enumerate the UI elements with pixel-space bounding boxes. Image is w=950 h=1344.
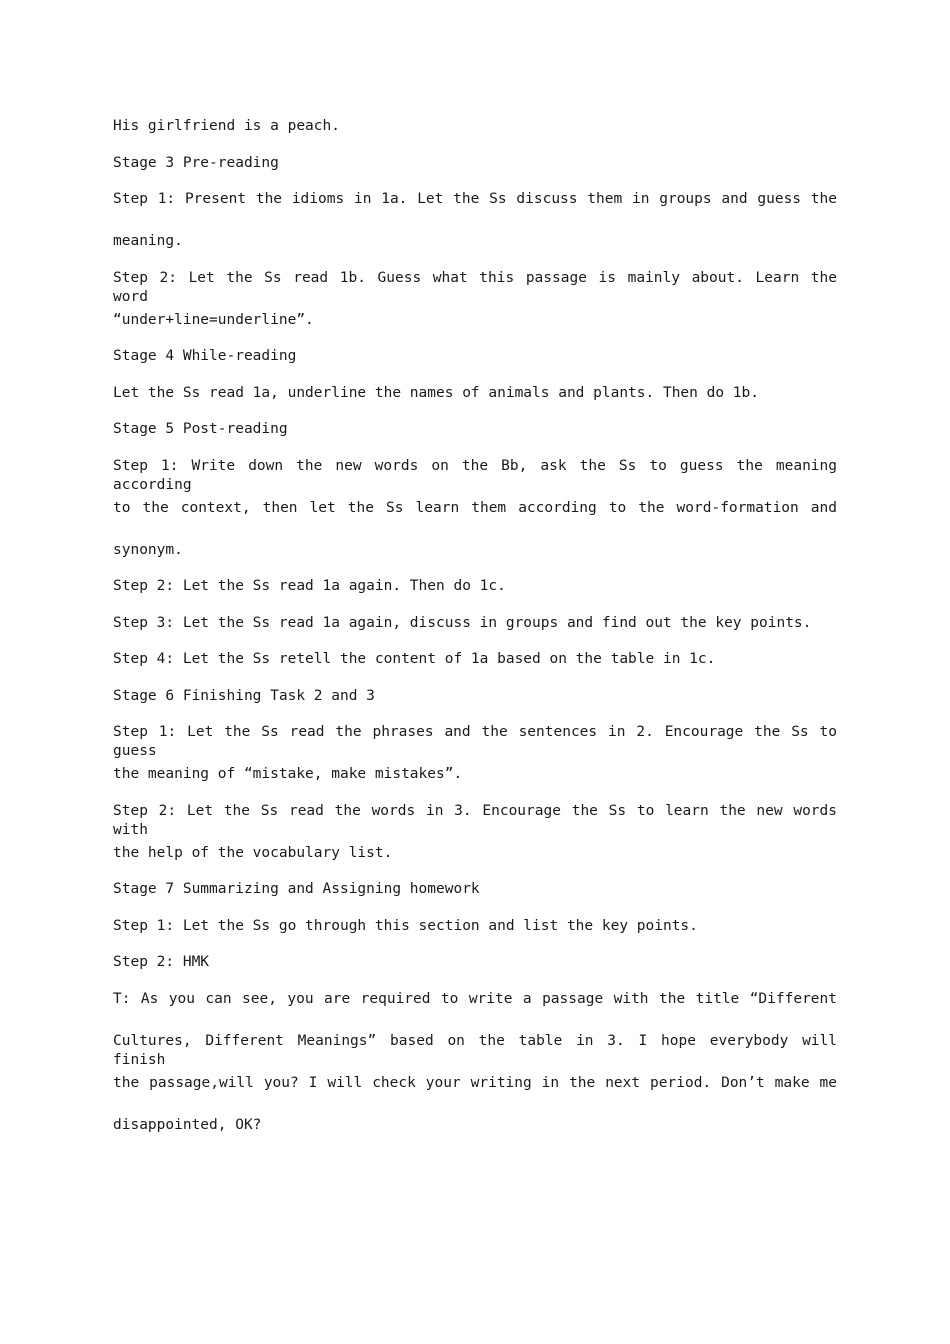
text-line: meaning. (113, 233, 183, 249)
text-line: synonym. (113, 541, 183, 558)
text-line: Step 2: HMK (113, 954, 210, 970)
stage-heading: Stage 7 Summarizing and Assigning homework (113, 881, 480, 897)
stage-heading: Stage 6 Finishing Task 2 and 3 (113, 687, 375, 704)
text-line: the help of the vocabulary list. (113, 844, 393, 861)
text-line: T: As you can see, you are required to write a passage with the title “Different (113, 990, 837, 1007)
text-line: Step 2: Let the Ss read 1a again. Then do 1c. (113, 578, 506, 594)
document-page (113, 112, 837, 1135)
text-line: Let the Ss read 1a, underline the names of animals and plants. Then do 1b. (113, 384, 760, 401)
text-line: Step 3: Let the Ss read 1a again, discuss in groups and find out the key points. (113, 614, 812, 631)
stage-heading: Stage 4 While-reading (113, 348, 297, 364)
text-line: Step 1: Present the idioms in 1a. Let the Ss discuss them in groups and guess the (113, 191, 837, 207)
text-line: Step 4: Let the Ss retell the content of 1a based on the table in 1c. (113, 651, 716, 667)
stage-heading: Stage 5 Post-reading (113, 421, 288, 437)
text-line: the passage,will you? I will check your writing in the next period. Don’t make me (113, 1074, 837, 1091)
stage-heading: Stage 3 Pre-reading (113, 154, 279, 171)
text-line: Step 2: Let the Ss read 1b. Guess what this passage is mainly about. Learn the word (113, 269, 837, 305)
text-line: to the context, then let the Ss learn them according to the word-formation and (113, 499, 837, 516)
text-line: Step 1: Let the Ss read the phrases and the sentences in 2. Encourage the Ss to guess (113, 724, 837, 759)
text-line: His girlfriend is a peach. (113, 118, 340, 134)
text-line: the meaning of “mistake, make mistakes”. (113, 766, 463, 782)
text-line: Step 2: Let the Ss read the words in 3. Encourage the Ss to learn the new words with (113, 802, 837, 838)
text-line: disappointed, OK? (113, 1116, 262, 1133)
text-line: Cultures, Different Meanings” based on the table in 3. I hope everybody will finish (113, 1032, 837, 1068)
text-line: “under+line=underline”. (113, 311, 314, 328)
text-line: Step 1: Write down the new words on the Bb, ask the Ss to guess the meaning according (113, 457, 837, 493)
text-line: Step 1: Let the Ss go through this section and list the key points. (113, 917, 698, 934)
